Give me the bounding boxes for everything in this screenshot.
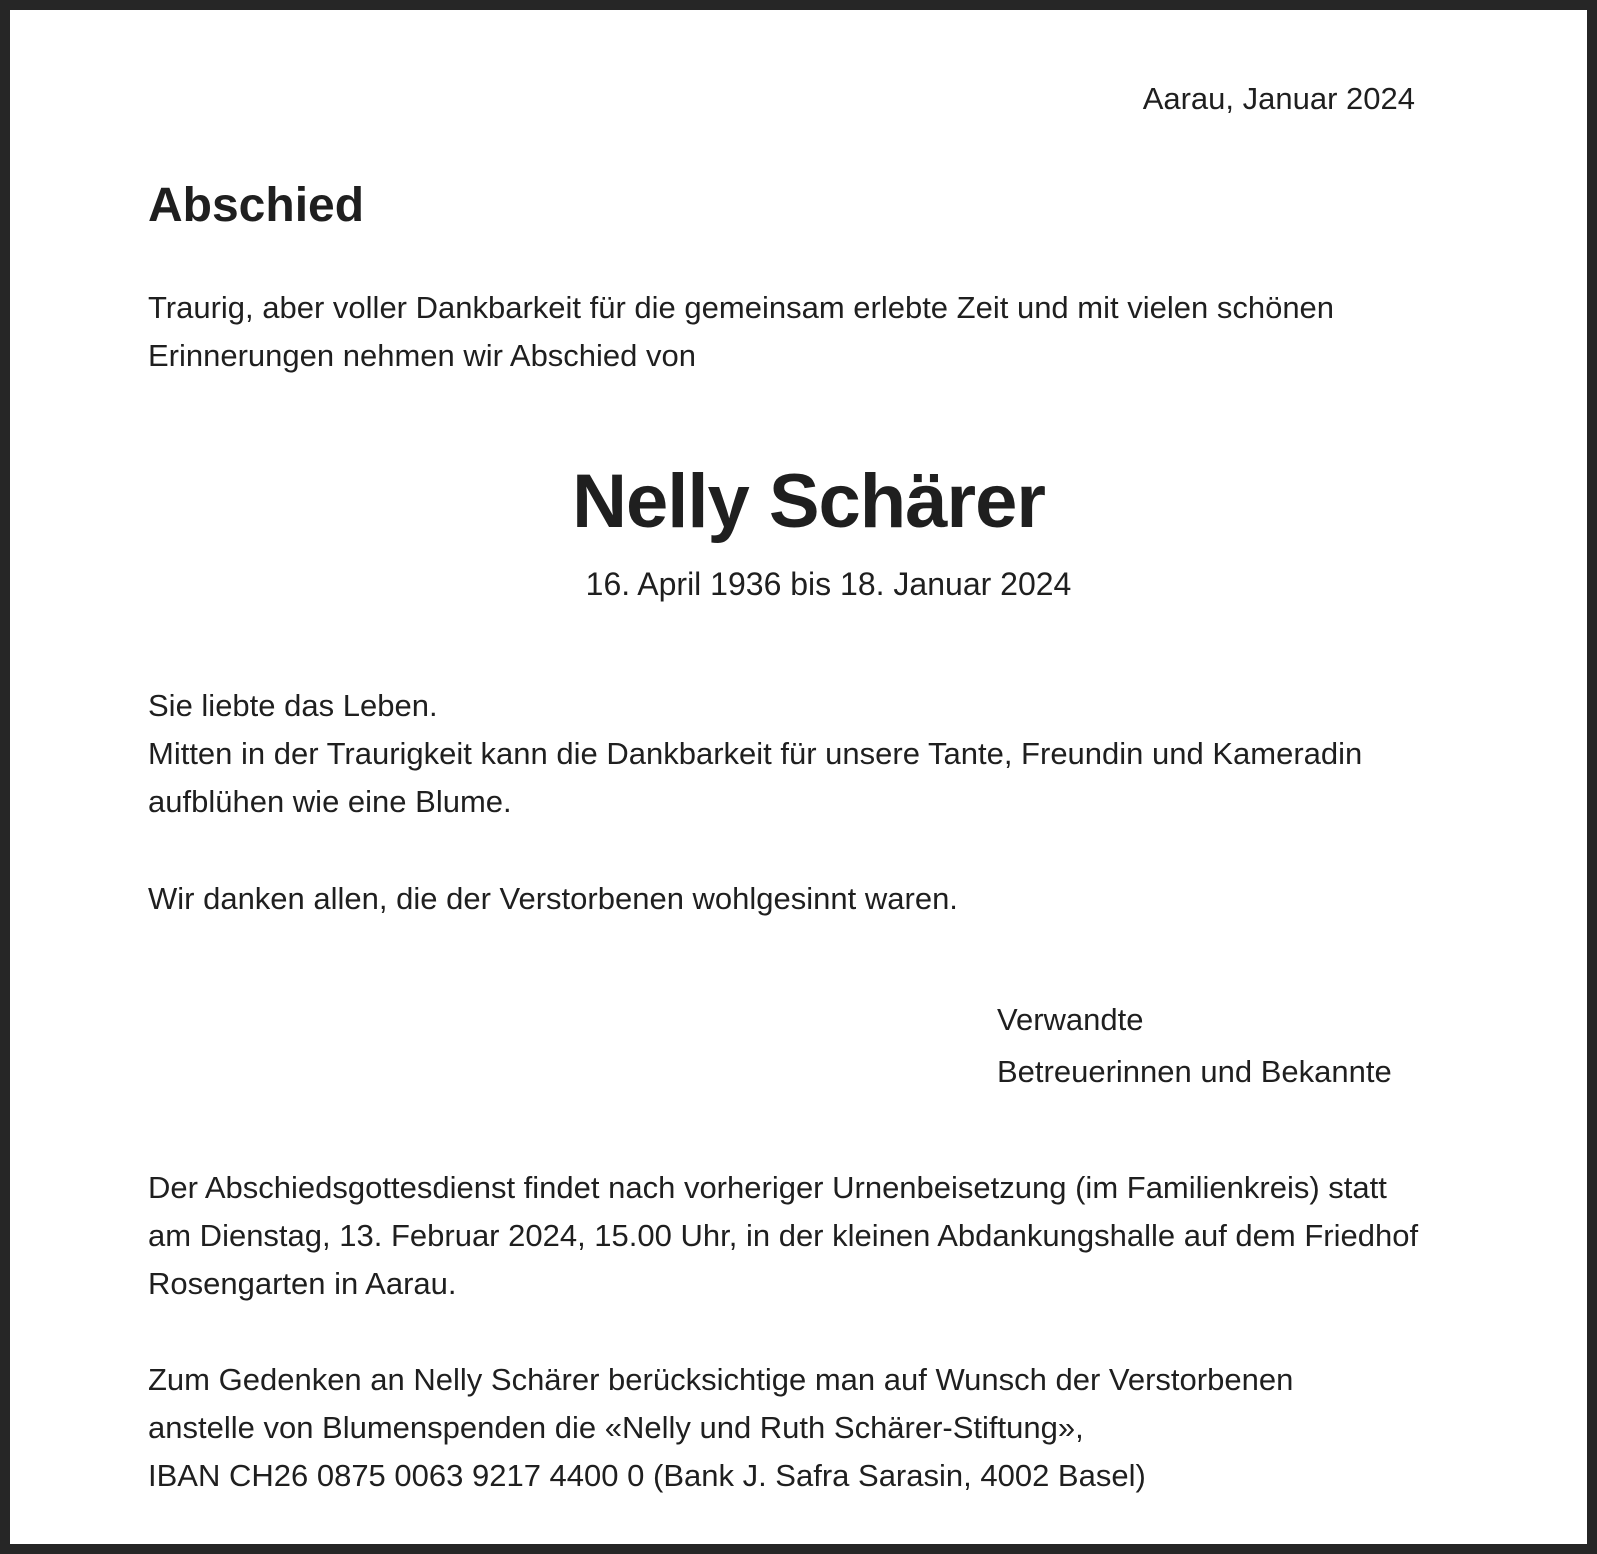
memorial-line: anstelle von Blumenspenden die «Nelly und Ruth Schärer-Stiftung», — [148, 1410, 1084, 1445]
signature-line: Betreuerinnen und Bekannte — [997, 1054, 1392, 1089]
service-details — [148, 1164, 1418, 1308]
memorial-line: Zum Gedenken an Nelly Schärer berücksichtige man auf Wunsch der Verstorbenen — [148, 1362, 1294, 1397]
memorial-donation-details — [148, 1356, 1293, 1500]
service-line: am Dienstag, 13. Februar 2024, 15.00 Uhr, in der kleinen Abdankungshalle auf dem Friedhof — [148, 1218, 1419, 1253]
tribute-line: aufblühen wie eine Blume. — [148, 784, 512, 819]
place-and-date: Aarau, Januar 2024 — [1142, 81, 1415, 116]
signature-block — [997, 994, 1392, 1098]
signature-line: Verwandte — [997, 1002, 1144, 1037]
notice-heading: Abschied — [148, 179, 365, 232]
intro-line: Traurig, aber voller Dankbarkeit für die gemeinsam erlebte Zeit und mit vielen schönen — [148, 290, 1335, 325]
tribute-line: Sie liebte das Leben. — [148, 688, 438, 723]
intro-line: Erinnerungen nehmen wir Abschied von — [148, 338, 697, 373]
intro-paragraph — [148, 284, 1334, 380]
lifespan-dates: 16. April 1936 bis 18. Januar 2024 — [585, 566, 1072, 602]
thanks-line: Wir danken allen, die der Verstorbenen wohlgesinnt waren. — [148, 881, 958, 916]
tribute-paragraph — [148, 682, 1362, 826]
service-line: Der Abschiedsgottesdienst findet nach vorheriger Urnenbeisetzung (im Familienkreis) statt — [148, 1170, 1387, 1205]
iban-line: IBAN CH26 0875 0063 9217 4400 0 (Bank J. Safra Sarasin, 4002 Basel) — [148, 1458, 1146, 1493]
deceased-name: Nelly Schärer — [572, 459, 1045, 544]
tribute-line: Mitten in der Traurigkeit kann die Dankbarkeit für unsere Tante, Freundin und Kameradin — [148, 736, 1363, 771]
service-line: Rosengarten in Aarau. — [148, 1266, 457, 1301]
